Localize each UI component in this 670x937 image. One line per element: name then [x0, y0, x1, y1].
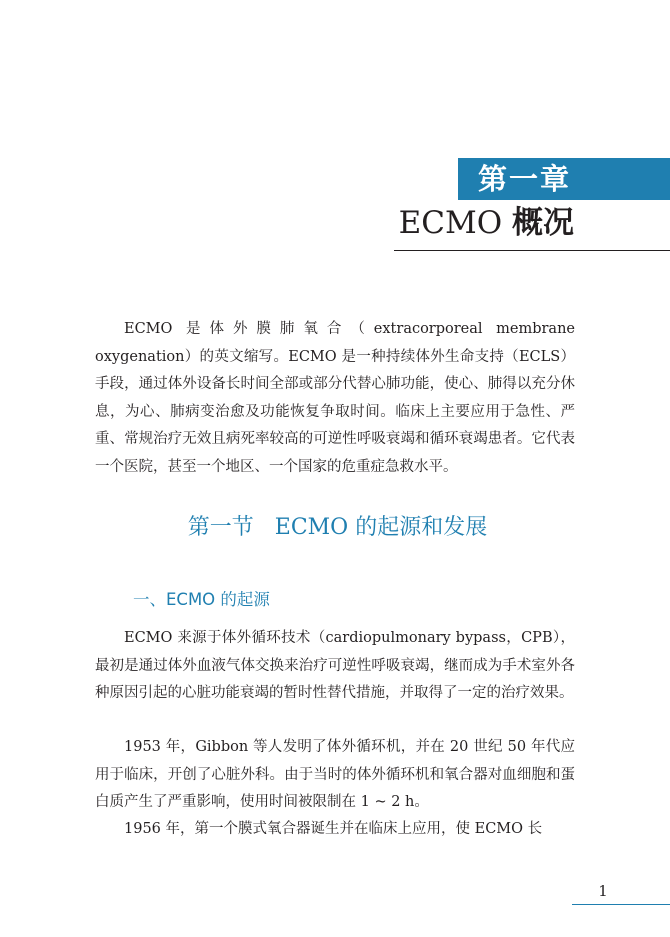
intro-paragraph: ECMO 是体外膜肺氧合（extracorporeal membrane oxygenation）的英文缩写。ECMO 是一种持续体外生命支持（ECLS）手段，通过体外设备长时间全部或部分代替心肺功能，使心、肺得以充分休息，为心、肺病变治愈及功能恢复争取时间。临床上主要应用于急性、严重、常规治疗无效且病死率较高的可逆性呼吸衰竭和循环衰竭患者。它代表一个医院，甚至一个地区、一个国家的危重症急救水平。: [95, 321, 575, 475]
chapter-title: [399, 203, 574, 243]
chapter-title-rule: [394, 250, 670, 251]
body-paragraph-2: 1953 年，Gibbon 等人发明了体外循环机，并在 20 世纪 50 年代应用于临床，开创了心脏外科。由于当时的体外循环机和氧合器对血细胞和蛋白质产生了严重影响，使用时间被限制在 1 ~ 2 h。: [95, 739, 575, 810]
body-paragraph-3: 1956 年，第一个膜式氧合器诞生并在临床上应用，使 ECMO 长: [124, 821, 543, 837]
footer-rule: [572, 904, 670, 905]
chapter-label: 第一章: [478, 162, 572, 196]
section-title: ECMO 的起源和发展: [274, 515, 488, 540]
subsection-heading: 一、ECMO 的起源: [133, 590, 270, 609]
body-paragraph-1: ECMO 来源于体外循环技术（cardiopulmonary bypass，CPB），最初是通过体外血液气体交换来治疗可逆性呼吸衰竭，继而成为手术室外各种原因引起的心脏功能衰竭的暂时性替代措施，并取得了一定的治疗效果。: [95, 630, 575, 701]
section-number: 第一节: [187, 515, 254, 540]
chapter-title-zh: 概况: [512, 205, 574, 241]
section-heading: [0, 512, 670, 544]
page-number: 1: [598, 882, 608, 900]
chapter-title-en: ECMO: [398, 205, 503, 241]
